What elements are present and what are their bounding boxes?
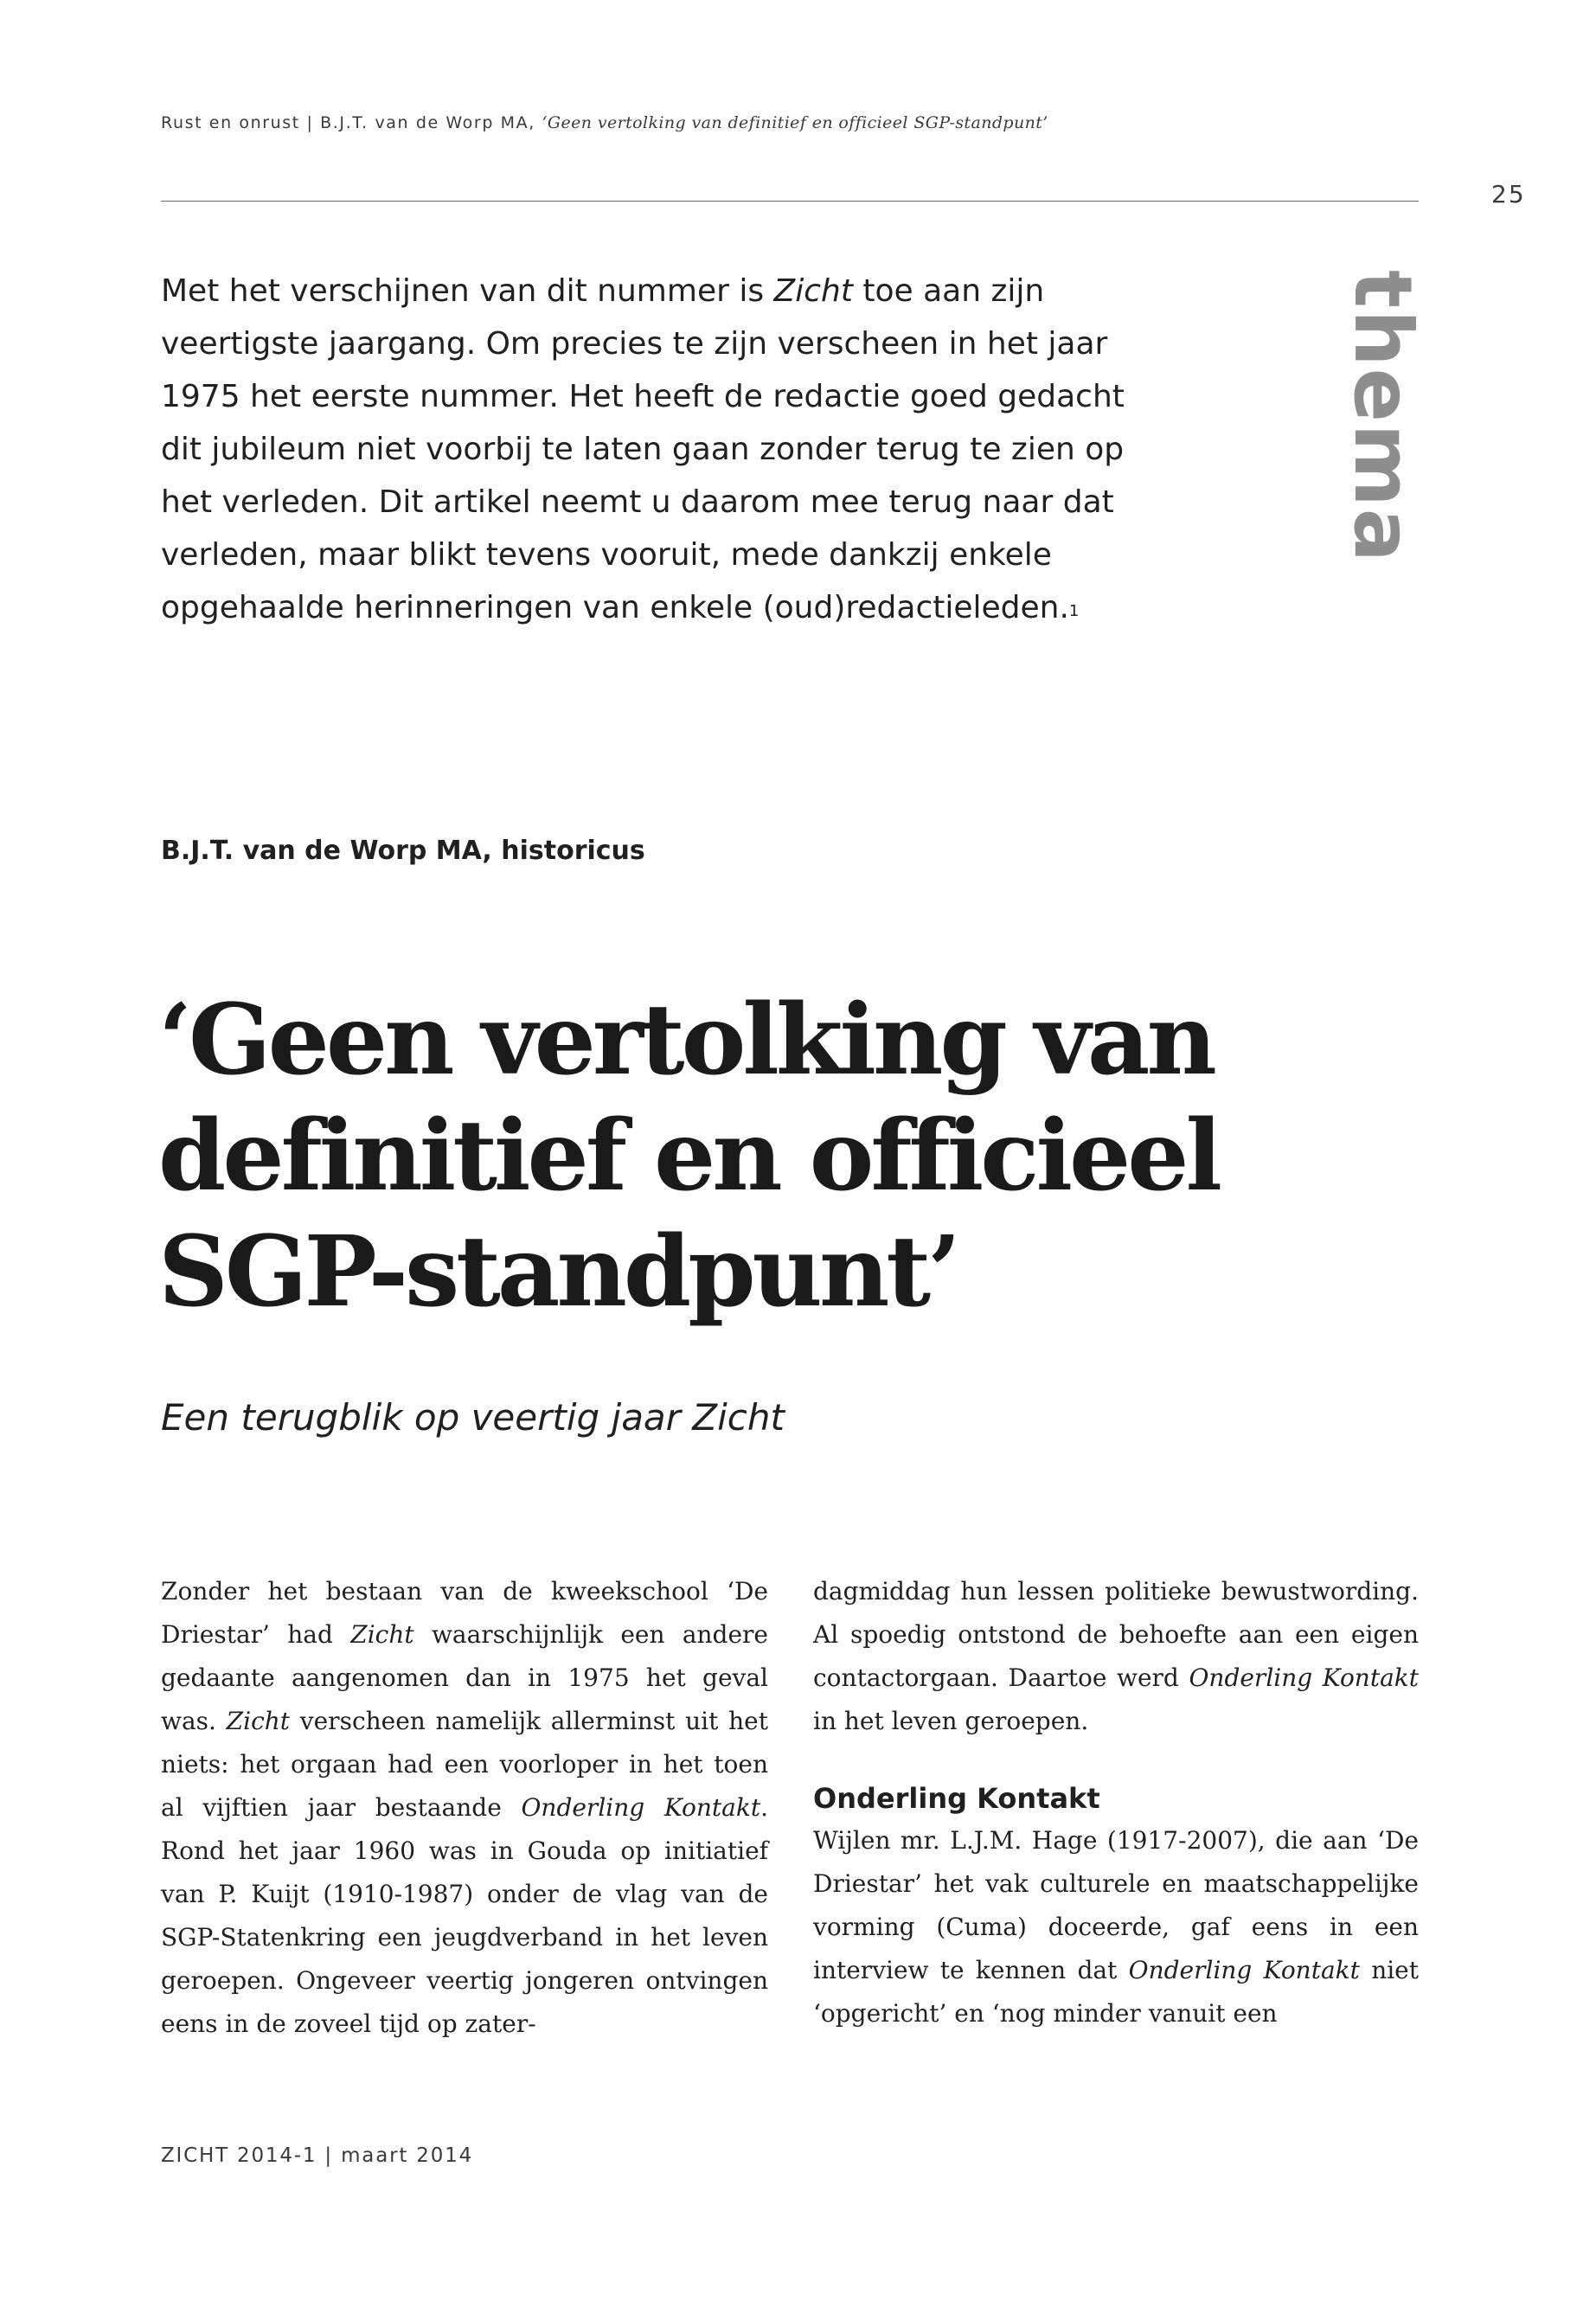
section-tab-thema: thema	[1336, 270, 1429, 564]
article-subtitle: Een terugblik op veertig jaar Zicht	[161, 1396, 785, 1439]
author-byline: B.J.T. van de Worp MA, historicus	[161, 836, 645, 866]
body-column-left	[161, 1570, 768, 2046]
header-divider	[161, 201, 1419, 202]
running-head-prefix: Rust en onrust | B.J.T. van de Worp MA,	[161, 113, 542, 132]
intro-text-1: Met het verschijnen van dit nummer is	[161, 273, 774, 309]
body-text: dagmiddag hun lessen politieke bewustwording. Al spoedig ontstond de behoefte aan een eigen contactorgaan. Daartoe werd	[813, 1577, 1419, 1692]
running-head-article-title: ‘Geen vertolking van definitief en officieel SGP-standpunt’	[542, 113, 1048, 132]
intro-text-2: toe aan zijn veertigste jaargang. Om precies te zijn verscheen in het jaar 1975 het eerste nummer. Het heeft de redactie goed gedacht dit jubileum niet voorbij te laten gaan zonder terug te zien op het verleden. Dit artikel neemt u daarom mee terug naar dat verleden, maar blikt tevens vooruit, mede dankzij enkele opgehaalde herinneringen van enkele (oud)redactieleden.	[161, 273, 1125, 625]
intro-lead-paragraph	[161, 265, 1147, 634]
body-italic: Onderling Kontakt	[1128, 1956, 1360, 1984]
body-text: verscheen namelijk allerminst uit het niets: het orgaan had een voorloper in het toen al vijftien jaar bestaande	[161, 1707, 768, 1822]
article-title: ‘Geen vertolking van definitief en officieel SGP-standpunt’	[158, 984, 1220, 1329]
body-text: Zonder het bestaan van de kweekschool ‘De Driestar’ had	[161, 1577, 768, 1649]
body-text: Wijlen mr. L.J.M. Hage (1917-2007), die aan ‘De Driestar’ het vak culturele en maatschappelijke vorming (Cuma) doceerde, gaf eens in een interview te kennen dat	[813, 1826, 1419, 1984]
body-italic: Zicht	[226, 1707, 291, 1735]
section-heading: Onderling Kontakt	[813, 1782, 1100, 1815]
body-paragraph	[813, 1570, 1419, 1743]
intro-zicht-italic: Zicht	[773, 273, 853, 309]
page-footer: ZICHT 2014-1 | maart 2014	[161, 2144, 474, 2167]
body-text: in het leven geroepen.	[813, 1707, 1089, 1735]
body-paragraph	[813, 1819, 1419, 2035]
page-number: 25	[1491, 180, 1526, 208]
body-column-right	[813, 1570, 1419, 2035]
body-paragraph	[161, 1570, 768, 2046]
body-text: niet ‘opgericht’ en ‘nog minder vanuit een	[813, 1956, 1420, 2028]
body-italic: Zicht	[350, 1620, 414, 1649]
body-italic: Onderling Kontakt	[1189, 1663, 1419, 1692]
running-head	[161, 113, 1048, 132]
body-text: . Rond het jaar 1960 was in Gouda op initiatief van P. Kuijt (1910-1987) onder de vlag van de SGP-Statenkring een jeugdverband in het leven geroepen. Ongeveer veertig jongeren ontvingen eens in de zoveel tijd op zater-	[161, 1793, 768, 2038]
footnote-marker: 1	[1068, 602, 1080, 620]
body-italic: Onderling Kontakt	[521, 1793, 761, 1822]
body-text: waarschijnlijk een andere gedaante aangenomen dan in 1975 het geval was.	[161, 1620, 768, 1735]
